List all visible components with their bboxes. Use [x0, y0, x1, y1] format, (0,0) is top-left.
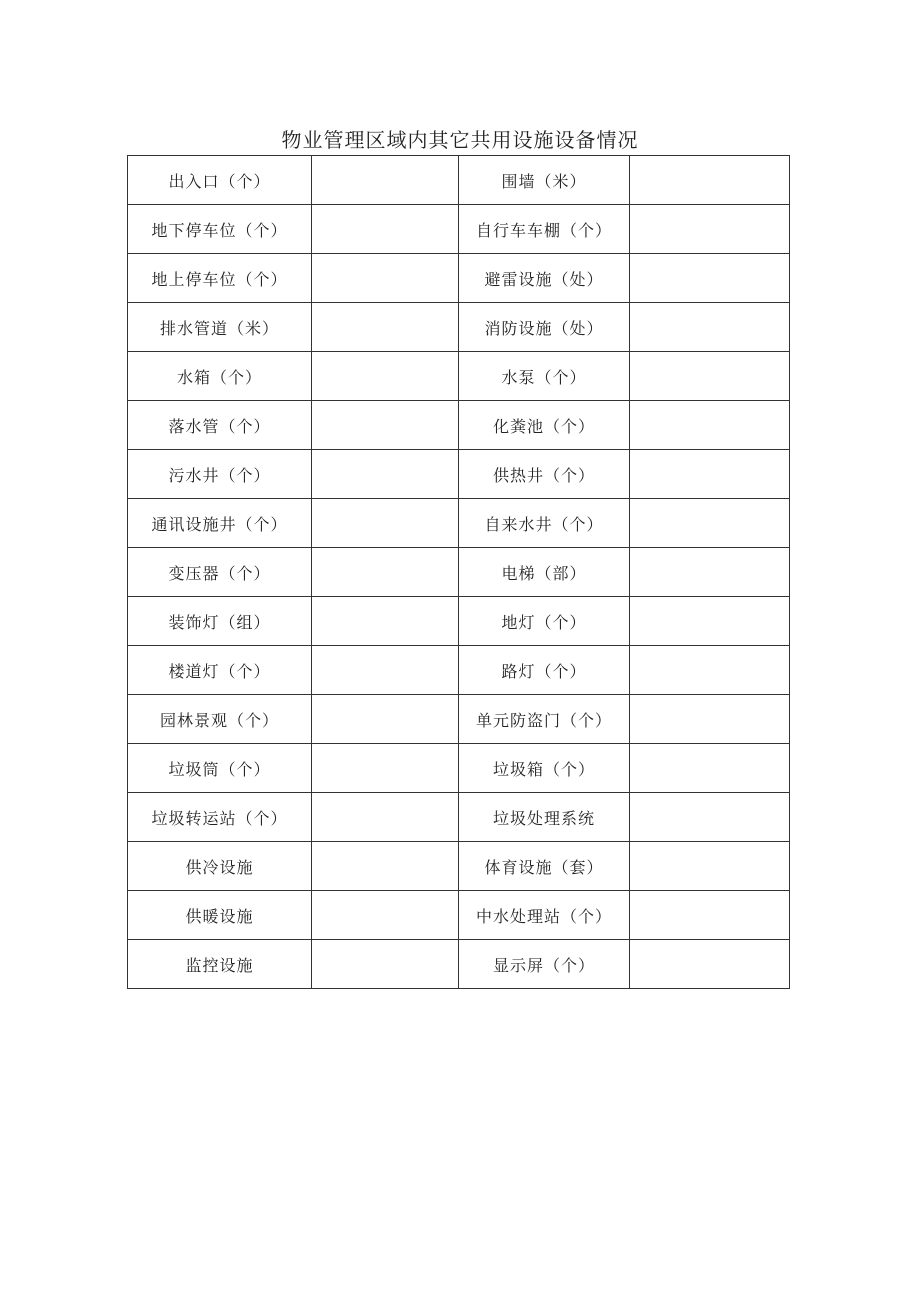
table-row [128, 842, 790, 891]
table-row [128, 205, 790, 254]
right-value-cell[interactable] [630, 940, 790, 989]
left-label-cell: 垃圾筒（个） [128, 744, 312, 793]
right-label-cell: 自来水井（个） [459, 499, 630, 548]
table-row [128, 450, 790, 499]
left-label-cell: 园林景观（个） [128, 695, 312, 744]
right-label-cell: 消防设施（处） [459, 303, 630, 352]
right-value-cell[interactable] [630, 401, 790, 450]
right-label-cell: 体育设施（套） [459, 842, 630, 891]
left-value-cell[interactable] [312, 646, 459, 695]
right-value-cell[interactable] [630, 548, 790, 597]
right-value-cell[interactable] [630, 303, 790, 352]
table-row [128, 744, 790, 793]
right-value-cell[interactable] [630, 695, 790, 744]
left-value-cell[interactable] [312, 450, 459, 499]
left-value-cell[interactable] [312, 793, 459, 842]
right-label-cell: 中水处理站（个） [459, 891, 630, 940]
right-label-cell: 单元防盗门（个） [459, 695, 630, 744]
table-row [128, 646, 790, 695]
table-row [128, 940, 790, 989]
table-row [128, 597, 790, 646]
right-label-cell: 地灯（个） [459, 597, 630, 646]
table-row [128, 695, 790, 744]
left-label-cell: 通讯设施井（个） [128, 499, 312, 548]
left-value-cell[interactable] [312, 205, 459, 254]
left-value-cell[interactable] [312, 842, 459, 891]
left-label-cell: 地下停车位（个） [128, 205, 312, 254]
left-value-cell[interactable] [312, 303, 459, 352]
facilities-table [127, 155, 790, 989]
right-value-cell[interactable] [630, 450, 790, 499]
left-label-cell: 地上停车位（个） [128, 254, 312, 303]
left-value-cell[interactable] [312, 548, 459, 597]
right-value-cell[interactable] [630, 254, 790, 303]
table-row [128, 156, 790, 205]
right-label-cell: 供热井（个） [459, 450, 630, 499]
left-value-cell[interactable] [312, 597, 459, 646]
left-label-cell: 出入口（个） [128, 156, 312, 205]
left-value-cell[interactable] [312, 254, 459, 303]
right-label-cell: 电梯（部） [459, 548, 630, 597]
left-value-cell[interactable] [312, 499, 459, 548]
table-row [128, 401, 790, 450]
right-value-cell[interactable] [630, 793, 790, 842]
left-value-cell[interactable] [312, 695, 459, 744]
left-value-cell[interactable] [312, 744, 459, 793]
table-row [128, 499, 790, 548]
table-row [128, 254, 790, 303]
right-label-cell: 垃圾箱（个） [459, 744, 630, 793]
right-label-cell: 水泵（个） [459, 352, 630, 401]
left-value-cell[interactable] [312, 352, 459, 401]
table-row [128, 548, 790, 597]
right-value-cell[interactable] [630, 646, 790, 695]
left-value-cell[interactable] [312, 401, 459, 450]
right-value-cell[interactable] [630, 205, 790, 254]
right-value-cell[interactable] [630, 352, 790, 401]
right-value-cell[interactable] [630, 597, 790, 646]
left-label-cell: 污水井（个） [128, 450, 312, 499]
right-value-cell[interactable] [630, 156, 790, 205]
left-label-cell: 供冷设施 [128, 842, 312, 891]
left-label-cell: 变压器（个） [128, 548, 312, 597]
left-label-cell: 水箱（个） [128, 352, 312, 401]
right-label-cell: 自行车车棚（个） [459, 205, 630, 254]
left-label-cell: 楼道灯（个） [128, 646, 312, 695]
right-value-cell[interactable] [630, 842, 790, 891]
right-label-cell: 显示屏（个） [459, 940, 630, 989]
left-label-cell: 落水管（个） [128, 401, 312, 450]
right-label-cell: 垃圾处理系统 [459, 793, 630, 842]
left-value-cell[interactable] [312, 891, 459, 940]
left-label-cell: 排水管道（米） [128, 303, 312, 352]
left-label-cell: 垃圾转运站（个） [128, 793, 312, 842]
left-label-cell: 供暖设施 [128, 891, 312, 940]
left-value-cell[interactable] [312, 940, 459, 989]
left-label-cell: 监控设施 [128, 940, 312, 989]
right-label-cell: 化粪池（个） [459, 401, 630, 450]
right-value-cell[interactable] [630, 499, 790, 548]
right-value-cell[interactable] [630, 891, 790, 940]
left-value-cell[interactable] [312, 156, 459, 205]
right-label-cell: 避雷设施（处） [459, 254, 630, 303]
table-row [128, 793, 790, 842]
table-row [128, 352, 790, 401]
right-value-cell[interactable] [630, 744, 790, 793]
facilities-table-body [128, 156, 790, 989]
right-label-cell: 路灯（个） [459, 646, 630, 695]
table-row [128, 891, 790, 940]
page-title: 物业管理区域内其它共用设施设备情况 [281, 128, 639, 152]
table-row [128, 303, 790, 352]
left-label-cell: 装饰灯（组） [128, 597, 312, 646]
right-label-cell: 围墙（米） [459, 156, 630, 205]
